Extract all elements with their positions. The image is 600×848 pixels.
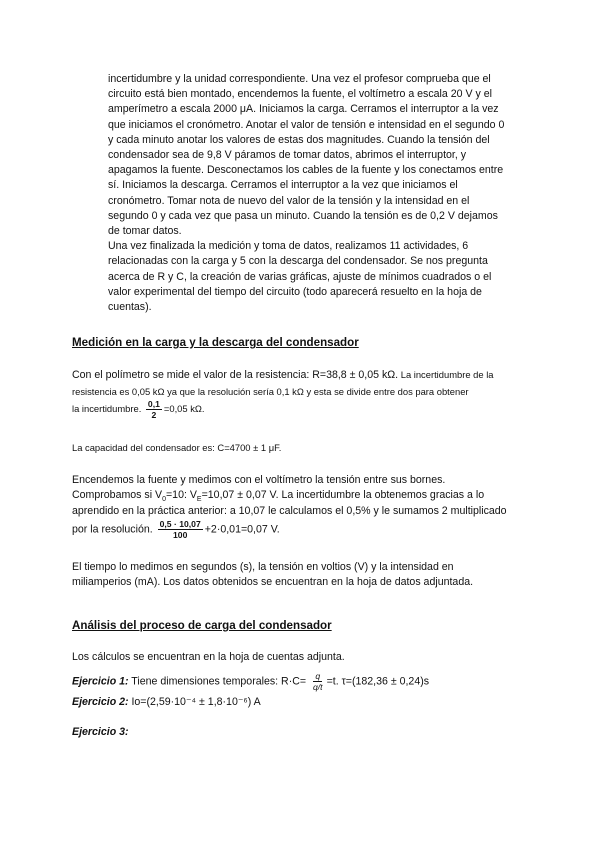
fraction-numerator: 0,5 · 10,07: [159, 519, 201, 529]
section-heading-medicion: Medición en la carga y la descarga del condensador: [72, 336, 359, 349]
fuente-line-4: [72, 519, 280, 540]
resistance-line-3: [72, 399, 205, 420]
subscript-e: E: [196, 496, 202, 504]
text-fragment: =t. τ=(182,36 ± 0,24)s: [326, 675, 430, 688]
resistance-line-1: [72, 369, 494, 381]
text-line: apagamos la fuente. Desconectamos los cables de la fuente y los conectamos entre: [108, 164, 504, 177]
resistance-label: la incertidumbre.: [72, 402, 142, 414]
capacity-line: La capacidad del condensador es: C=4700 ± 1 μF.: [72, 442, 282, 453]
text-line: de tomar datos.: [108, 225, 182, 238]
fuente-line-3: aprendido en la práctica anterior: a 10,07 le calculamos el 0,5% y le sumamos 2 multiplicado: [72, 505, 507, 517]
text-line: circuito está bien montado, encendemos la fuente, el voltímetro a escala 20 V y el: [108, 88, 492, 101]
text-line: Una vez finalizada la medición y toma de datos, realizamos 11 actividades, 6: [108, 240, 469, 253]
fraction-rc: [311, 671, 325, 692]
tiempo-line-2: miliamperios (mA). Los datos obtenidos se encuentran en la hoja de datos adjuntada.: [72, 576, 474, 588]
text-fragment: Tiene dimensiones temporales: R·C=: [128, 675, 307, 688]
subscript-0: 0: [162, 496, 166, 504]
exercise-3-line: [72, 726, 129, 738]
resistance-value: Con el polímetro se mide el valor de la resistencia: R=38,8 ± 0,05 kΩ.: [72, 369, 399, 381]
text-fragment: +2·0,01=0,07 V.: [204, 523, 280, 536]
text-line: segundo 0 y cada vez que pasa un minuto. Cuando la tensión es de 0,2 V dejamos: [108, 209, 498, 222]
text-line: que iniciamos el cronómetro. Anotar el valor de tensión e intensidad en el segundo 0: [108, 118, 505, 131]
text-line: incertidumbre y la unidad correspondiente. Una vez el profesor comprueba que el: [108, 73, 491, 85]
exercise-1-label: Ejercicio 1:: [72, 675, 129, 688]
text-fragment: Io=(2,59·10⁻⁴ ± 1,8·10⁻⁶) A: [128, 696, 261, 708]
fraction-denominator: 100: [173, 530, 188, 540]
exercise-2-line: [72, 696, 261, 708]
exercise-1-line: [72, 671, 429, 692]
section-heading-analisis: Análisis del proceso de carga del condensador: [72, 619, 332, 632]
text-fragment: =10: V: [165, 489, 197, 501]
resistance-line-2: resistencia es 0,05 kΩ ya que la resolución sería 0,1 kΩ y esta se divide entre dos para obtener: [72, 386, 469, 397]
exercise-3-label: Ejercicio 3:: [72, 726, 129, 738]
text-line: condensador sea de 9,8 V páramos de tomar datos, abrimos el interruptor, y: [108, 149, 467, 162]
text-line: cuentas).: [108, 301, 152, 314]
text-line: sí. Iniciamos la descarga. Cerramos el interruptor a la vez que iniciamos el: [108, 179, 458, 192]
fuente-line-2: [72, 489, 484, 503]
fuente-line-1: Encendemos la fuente y medimos con el voltímetro la tensión entre sus bornes.: [72, 474, 446, 486]
calc-line: Los cálculos se encuentran en la hoja de cuentas adjunta.: [72, 651, 345, 663]
tiempo-line-1: El tiempo lo medimos en segundos (s), la tensión en voltios (V) y la intensidad en: [72, 561, 454, 573]
fraction-resolution: [146, 399, 162, 420]
text-line: relacionadas con la carga y 5 con la descarga del condensador. Se nos pregunta: [108, 255, 488, 268]
fraction-numerator: q: [315, 671, 321, 681]
text-line: y cada minuto anotar los valores de estas dos magnitudes. Cuando la tensión del: [108, 133, 490, 146]
resistance-result: =0,05 kΩ.: [163, 402, 205, 414]
text-line: amperímetro a escala 2000 μA. Iniciamos la carga. Cerramos el interruptor a la vez: [108, 103, 499, 116]
text-line: cronómetro. Tomar nota de nuevo del valor de la tensión y la intensidad en el: [108, 194, 470, 207]
fraction-denominator: 2: [151, 410, 157, 420]
text-fragment: Comprobamos si V: [72, 489, 163, 501]
text-line: valor experimental del tiempo del circuito (todo aparecerá resuelto en la hoja de: [108, 285, 482, 298]
fraction-uncertainty: [158, 519, 203, 540]
resistance-uncertainty: La incertidumbre de la: [398, 369, 494, 380]
fraction-denominator: q/t: [313, 682, 323, 692]
text-fragment: por la resolución.: [72, 523, 153, 536]
text-line: acerca de R y C, la creación de varias gráficas, ajuste de mínimos cuadrados o el: [108, 270, 492, 283]
exercise-2-label: Ejercicio 2:: [72, 696, 129, 708]
intro-paragraph: [108, 72, 528, 315]
text-fragment: =10,07 ± 0,07 V. La incertidumbre la obtenemos gracias a lo: [201, 489, 485, 501]
fraction-numerator: 0,1: [147, 399, 160, 409]
